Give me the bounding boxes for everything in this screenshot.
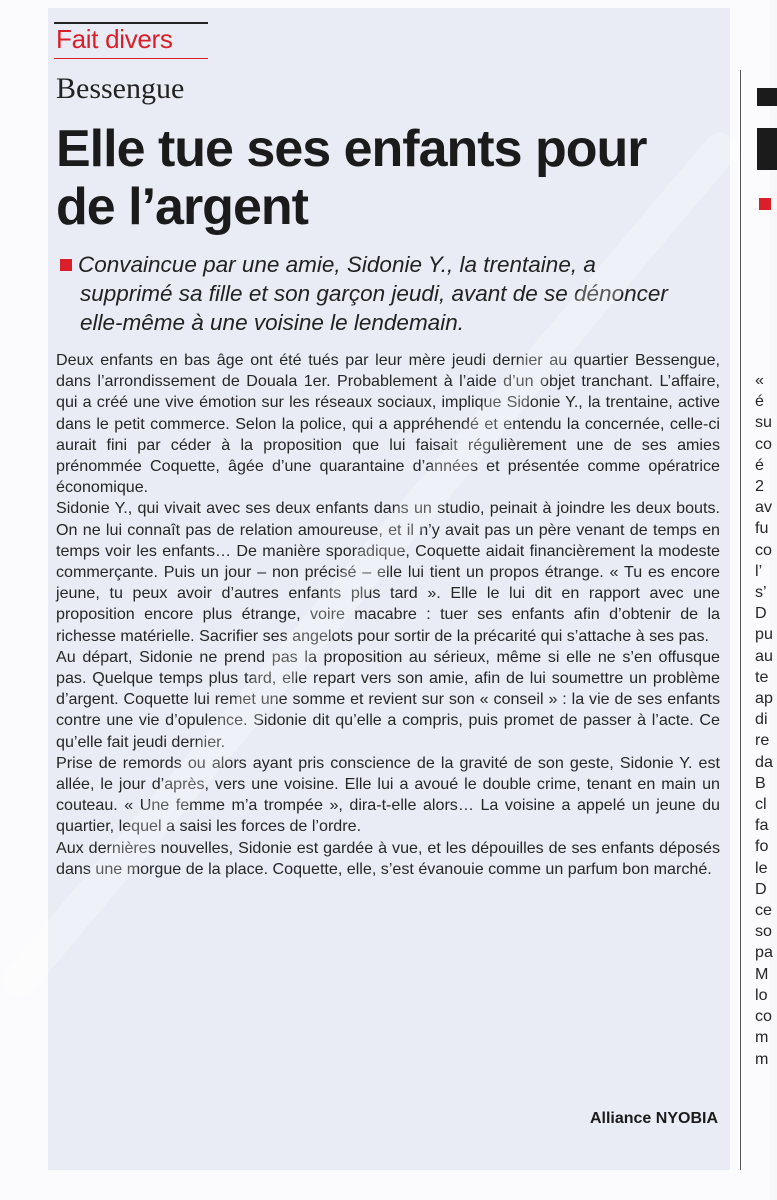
article-body [56, 350, 720, 880]
headline: Elle tue ses enfants pour de l’argent [56, 120, 647, 236]
neighbor-fragment: m [755, 1028, 769, 1047]
neighbor-fragment: re [755, 731, 770, 750]
neighbor-fragment: pu [755, 625, 773, 644]
neighbor-fragment: fu [755, 519, 769, 538]
neighbor-fragment: ap [755, 689, 773, 708]
neighbor-fragment: é [755, 392, 764, 411]
neighbor-fragment: te [755, 667, 769, 686]
author-signature: Alliance NYOBIA [589, 1110, 718, 1127]
paragraph-2: Sidonie Y., qui vivait avec ses deux enfants dans un studio, peinait à joindre les deux bouts. On ne lui connaît pas de relation amoureuse, et il n’y avait pas un père venant de temps en temps voir les enfants… De manière sporadique, Coquette aidait financièrement la modeste commerçante. Puis un jour – non précisé – elle lui tient un propos étrange. « Tu es encore jeune, tu peux avoir d’autres enfants plus tard ». Elle le lui dit en rapport avec une proposition encore plus étrange, voire macabre : tuer ses enfants afin d’obtenir de la richesse matérielle. Sacrifier ses angelots pour sortir de la précarité qui s’attache à ses pas. [56, 499, 720, 645]
section-rubric: Fait divers [56, 24, 173, 54]
neighbor-fragment: lo [755, 985, 768, 1004]
neighbor-fragment: D [755, 879, 767, 898]
standfirst-line-3: elle-même à une voisine le lendemain. [80, 310, 464, 335]
neighbor-bullet-icon [759, 198, 771, 210]
neighbor-fragment: fa [755, 816, 769, 835]
paragraph-1: Deux enfants en bas âge ont été tués par leur mère jeudi dernier au quartier Bessengue, dans l’arrondissement de Douala 1er. Probablement à l’aide d’un objet tranchant. L’affaire, qui a créé une vive émotion sur les réseaux sociaux, implique Sidonie Y., la trentaine, active dans le petit commerce. Selon la police, qui a appréhendé et entendu la concernée, celle-ci aurait fini par céder à la proposition que lui faisait régulièrement une de ses amies prénommée Coquette, âgée d’une quarantaine d’années et présentée comme opératrice économique. [56, 351, 720, 497]
neighbor-fragment: cl [755, 795, 767, 814]
neighbor-headline-fragment [757, 128, 777, 170]
neighbor-fragment: co [755, 1007, 772, 1026]
standfirst [60, 250, 710, 337]
neighbor-fragment: 2 [755, 477, 764, 496]
neighbor-fragment: ce [755, 901, 772, 920]
neighbor-fragment: di [755, 710, 768, 729]
paragraph-5: Aux dernières nouvelles, Sidonie est gardée à vue, et les dépouilles de ses enfants déposés dans une morgue de la place. Coquette, elle, s’est évanouie comme un parfum bon marché. [56, 838, 720, 878]
neighbor-fragment: é [755, 455, 764, 474]
neighbor-fragment: B [755, 773, 766, 792]
neighbor-fragment: « [755, 371, 764, 389]
neighbor-text-fragments [755, 370, 773, 1070]
neighbor-fragment: co [755, 540, 772, 559]
neighbor-fragment: su [755, 413, 772, 432]
neighbor-fragment: av [755, 498, 772, 517]
rubric-underline [54, 58, 208, 59]
neighbor-fragment: m [755, 1049, 769, 1068]
neighbor-fragment: s’ [755, 583, 767, 602]
neighbor-fragment: pa [755, 943, 773, 962]
standfirst-line-1: Convaincue par une amie, Sidonie Y., la trentaine, a [60, 250, 710, 279]
neighbor-article-clipped [745, 0, 773, 1200]
standfirst-line-2: supprimé sa fille et son garçon jeudi, avant de se dénoncer [80, 281, 668, 306]
column-divider [740, 70, 741, 1170]
neighbor-fragment: co [755, 434, 772, 453]
neighbor-fragment: l’ [755, 561, 763, 580]
neighbor-fragment: so [755, 922, 772, 941]
paragraph-4: Prise de remords ou alors ayant pris conscience de la gravité de son geste, Sidonie Y. est allée, le jour d’après, vers une voisine. Elle lui a avoué le double crime, tenant en main un couteau. « Une femme m’a trompée », dira-t-elle alors… La voisine a appelé un jeune du quartier, lequel a saisi les forces de l’ordre. [56, 753, 720, 836]
neighbor-fragment: da [755, 752, 773, 771]
paragraph-3: Au départ, Sidonie ne prend pas la proposition au sérieux, même si elle ne s’en offusque pas. Quelque temps plus tard, elle repart vers son amie, afin de lui soumettre un problème d’argent. Coquette lui remet une somme et revient sur son « conseil » : la vie de ses enfants contre une vie d’opulence. Sidonie dit qu’elle a compris, puis promet de passer à l’acte. Ce qu’elle fait jeudi dernier. [56, 647, 720, 751]
dateline-location: Bessengue [56, 72, 185, 105]
neighbor-fragment: fo [755, 837, 769, 856]
neighbor-fragment: au [755, 646, 773, 665]
neighbor-fragment: D [755, 604, 767, 623]
neighbor-headline-fragment [757, 88, 777, 106]
neighbor-fragment: le [755, 858, 768, 877]
neighbor-fragment: M [755, 964, 769, 983]
red-square-bullet-icon [60, 259, 72, 271]
